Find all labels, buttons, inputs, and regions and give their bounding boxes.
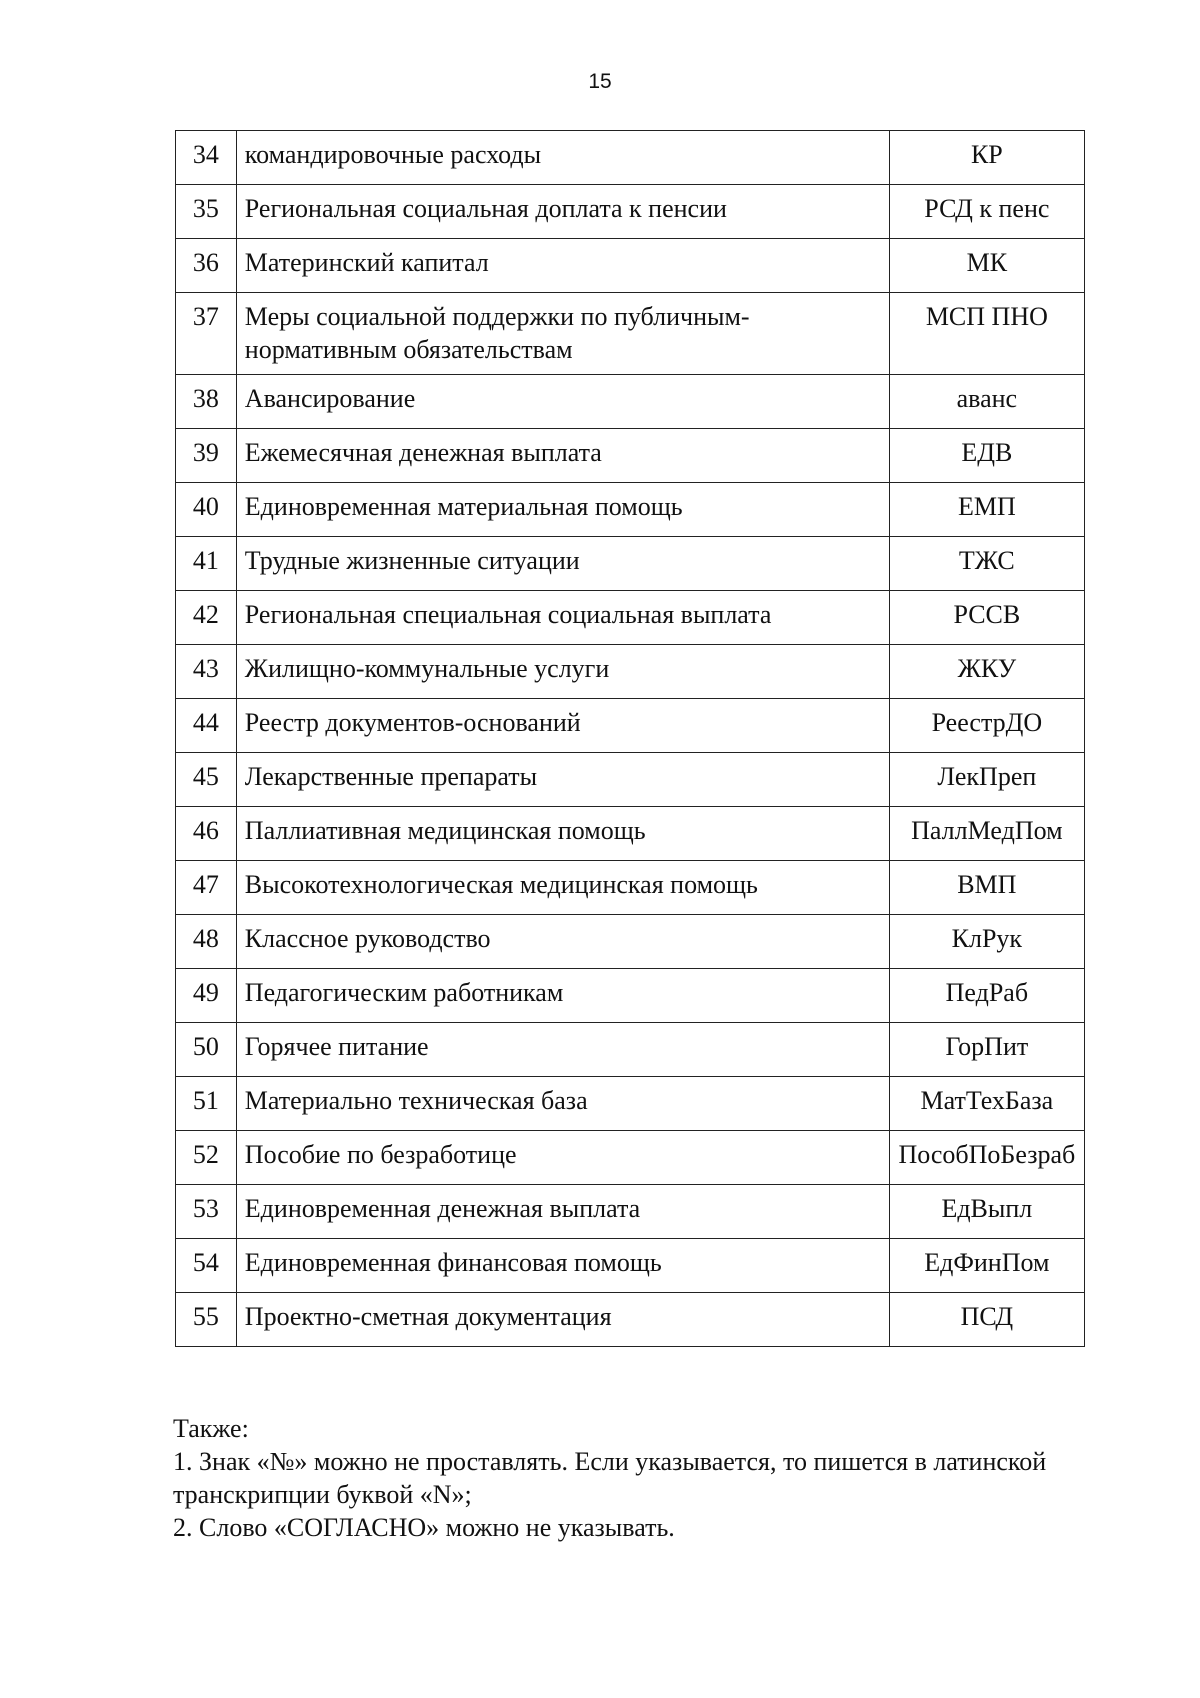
notes-section (173, 1412, 1133, 1544)
row-name: Единовременная материальная помощь (236, 483, 889, 537)
row-code: ЕМП (889, 483, 1084, 537)
table-row (176, 1023, 1085, 1077)
row-number: 54 (176, 1239, 237, 1293)
row-name: Горячее питание (236, 1023, 889, 1077)
row-code: РСД к пенс (889, 185, 1084, 239)
row-name: Пособие по безработице (236, 1131, 889, 1185)
table-row (176, 185, 1085, 239)
table-row (176, 699, 1085, 753)
row-number: 50 (176, 1023, 237, 1077)
row-number: 38 (176, 375, 237, 429)
row-code: ТЖС (889, 537, 1084, 591)
row-name: Материнский капитал (236, 239, 889, 293)
row-number: 47 (176, 861, 237, 915)
row-name: Классное руководство (236, 915, 889, 969)
row-code: МК (889, 239, 1084, 293)
row-name: Паллиативная медицинская помощь (236, 807, 889, 861)
row-number: 48 (176, 915, 237, 969)
table-row (176, 483, 1085, 537)
row-code: ПедРаб (889, 969, 1084, 1023)
row-name: Реестр документов-оснований (236, 699, 889, 753)
row-number: 51 (176, 1077, 237, 1131)
row-number: 45 (176, 753, 237, 807)
table-row (176, 293, 1085, 375)
row-name: Проектно-сметная документация (236, 1293, 889, 1347)
row-code: ЕДВ (889, 429, 1084, 483)
codes-table (175, 130, 1085, 1347)
table-row (176, 645, 1085, 699)
note-item-2: 2. Слово «СОГЛАСНО» можно не указывать. (173, 1513, 675, 1542)
row-code: ПаллМедПом (889, 807, 1084, 861)
table-row (176, 1077, 1085, 1131)
table-row (176, 131, 1085, 185)
table-row (176, 591, 1085, 645)
row-code: ЕдВыпл (889, 1185, 1084, 1239)
row-name: Авансирование (236, 375, 889, 429)
note-item-1: 1. Знак «№» можно не проставлять. Если указывается, то пишется в латинской транскрипции буквой «N»; (173, 1447, 1047, 1509)
table-row (176, 537, 1085, 591)
row-name: Материально техническая база (236, 1077, 889, 1131)
row-code: ПСД (889, 1293, 1084, 1347)
row-number: 43 (176, 645, 237, 699)
row-number: 42 (176, 591, 237, 645)
row-name: командировочные расходы (236, 131, 889, 185)
row-number: 41 (176, 537, 237, 591)
row-number: 37 (176, 293, 237, 375)
row-name: Ежемесячная денежная выплата (236, 429, 889, 483)
table-row (176, 1293, 1085, 1347)
row-code: РССВ (889, 591, 1084, 645)
row-code: КлРук (889, 915, 1084, 969)
row-code: ЖКУ (889, 645, 1084, 699)
table-row (176, 861, 1085, 915)
codes-table-body (176, 131, 1085, 1347)
table-row (176, 1131, 1085, 1185)
row-number: 55 (176, 1293, 237, 1347)
row-name: Меры социальной поддержки по публичным-нормативным обязательствам (236, 293, 889, 375)
row-code: МатТехБаза (889, 1077, 1084, 1131)
row-code: ГорПит (889, 1023, 1084, 1077)
row-number: 36 (176, 239, 237, 293)
row-number: 44 (176, 699, 237, 753)
row-number: 49 (176, 969, 237, 1023)
row-code: КР (889, 131, 1084, 185)
table-row (176, 375, 1085, 429)
row-name: Единовременная денежная выплата (236, 1185, 889, 1239)
row-number: 35 (176, 185, 237, 239)
row-number: 34 (176, 131, 237, 185)
table-row (176, 915, 1085, 969)
row-name: Трудные жизненные ситуации (236, 537, 889, 591)
row-code: ВМП (889, 861, 1084, 915)
row-number: 53 (176, 1185, 237, 1239)
table-row (176, 429, 1085, 483)
row-number: 40 (176, 483, 237, 537)
row-name: Региональная социальная доплата к пенсии (236, 185, 889, 239)
table-row (176, 1239, 1085, 1293)
row-code: РеестрДО (889, 699, 1084, 753)
row-number: 39 (176, 429, 237, 483)
row-code: ЕдФинПом (889, 1239, 1084, 1293)
row-code: ПособПоБезраб (889, 1131, 1084, 1185)
table-row (176, 239, 1085, 293)
table-row (176, 1185, 1085, 1239)
page-number: 15 (588, 70, 612, 93)
notes-heading: Также: (173, 1414, 249, 1443)
row-code: аванс (889, 375, 1084, 429)
row-code: ЛекПреп (889, 753, 1084, 807)
row-name: Высокотехнологическая медицинская помощь (236, 861, 889, 915)
row-code: МСП ПНО (889, 293, 1084, 375)
row-name: Педагогическим работникам (236, 969, 889, 1023)
table-row (176, 969, 1085, 1023)
table-row (176, 753, 1085, 807)
row-name: Единовременная финансовая помощь (236, 1239, 889, 1293)
row-number: 46 (176, 807, 237, 861)
table-row (176, 807, 1085, 861)
row-name: Региональная специальная социальная выплата (236, 591, 889, 645)
row-name: Жилищно-коммунальные услуги (236, 645, 889, 699)
row-name: Лекарственные препараты (236, 753, 889, 807)
row-number: 52 (176, 1131, 237, 1185)
